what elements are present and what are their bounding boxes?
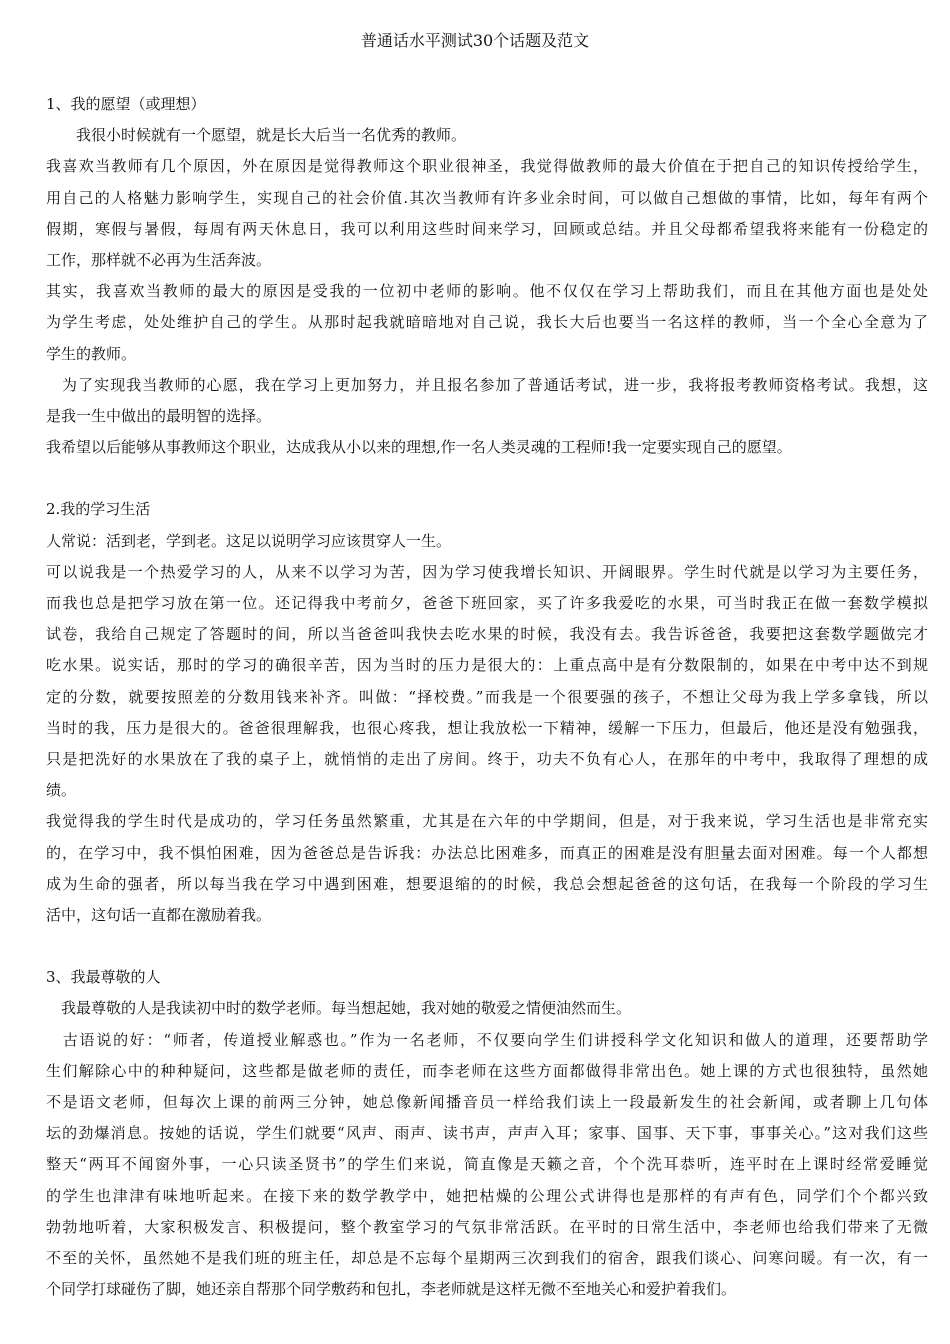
paragraph-line: 定的分数，就要按照差的分数用钱来补齐。叫做：“择校费。”而我是一个很要强的孩子，不想让父母为我上学多拿钱，所以 — [46, 687, 928, 706]
paragraph-line: 坛的劲爆消息。按她的话说，学生们就要“风声、雨声、读书声，声声入耳；家事、国事、天下事，事事关心。”这对我们这些 — [46, 1124, 928, 1143]
paragraph-line: 为学生考虑，处处维护自己的学生。从那时起我就暗暗地对自己说，我长大后也要当一名这样的教师，当一个全心全意为了 — [46, 313, 928, 332]
paragraph-line: 勃勃地听着，大家积极发言、积极提问，整个教室学习的气氛非常活跃。在平时的日常生活中，李老师也给我们带来了无微 — [46, 1217, 928, 1236]
paragraph-line: 的学生也津津有味地听起来。在接下来的数学教学中，她把枯燥的公理公式讲得也是那样的有声有色，同学们个个都兴致 — [46, 1186, 928, 1205]
paragraph-line: 活中，这句话一直都在激励着我。 — [46, 905, 272, 924]
paragraph-line: 其实，我喜欢当教师的最大的原因是受我的一位初中老师的影响。他不仅仅在学习上帮助我们，而且在其他方面也是处处 — [46, 282, 928, 301]
paragraph-line: 我最尊敬的人是我读初中时的数学老师。每当想起她，我对她的敬爱之情便油然而生。 — [46, 999, 632, 1018]
paragraph-line: 工作，那样就不必再为生活奔波。 — [46, 250, 272, 269]
paragraph-line: 整天“两耳不闻窗外事，一心只读圣贤书”的学生们来说，简直像是天籁之音，个个洗耳恭听，连平时在上课时经常爱睡觉 — [46, 1155, 928, 1174]
paragraph-line: 假期，寒假与暑假，每周有两天休息日，我可以利用这些时间来学习，回顾或总结。并且父母都希望我将来能有一份稳定的 — [46, 219, 928, 238]
section-heading: 1、我的愿望（或理想） — [46, 95, 206, 113]
section-spacer — [46, 463, 928, 494]
paragraph-line: 而我也总是把学习放在第一位。还记得我中考前夕，爸爸下班回家，买了许多我爱吃的水果，可当时我正在做一套数学模拟 — [46, 594, 928, 612]
paragraph-line: 我希望以后能够从事教师这个职业，达成我从小以来的理想,作一名人类灵魂的工程师!我一定要实现自己的愿望。 — [46, 438, 792, 457]
paragraph-line: 为了实现我当教师的心愿，我在学习上更加努力，并且报名参加了普通话考试，进一步，我将报考教师资格考试。我想，这 — [46, 375, 928, 394]
paragraph-line: 只是把洗好的水果放在了我的桌子上，就悄悄的走出了房间。终于，功夫不负有心人，在那年的中考中，我取得了理想的成 — [46, 749, 928, 768]
document-title: 普通话水平测试30个话题及范文 — [360, 31, 590, 50]
section-heading: 3、我最尊敬的人 — [46, 968, 161, 987]
paragraph-line: 不至的关怀，虽然她不是我们班的班主任，却总是不忘每个星期两三次到我们的宿舍，跟我们谈心、问寒问暖。有一次，有一 — [46, 1248, 928, 1267]
section-heading: 2.我的学习生活 — [46, 500, 151, 519]
paragraph-line: 我觉得我的学生时代是成功的，学习任务虽然繁重，尤其是在六年的中学期间，但是，对于我来说，学习生活也是非常充实 — [46, 812, 928, 831]
paragraph-line: 吃水果。说实话，那时的学习的确很辛苦，因为当时的压力是很大的：上重点高中是有分数限制的，如果在中考中达不到规 — [46, 656, 928, 675]
paragraph-line: 试卷，我给自己规定了答题时的间，所以当爸爸叫我快去吃水果的时候，我没有去。我告诉爸爸，我要把这套数学题做完才 — [46, 625, 928, 644]
paragraph-line: 不是语文老师，但每次上课的前两三分钟，她总像新闻播音员一样给我们读上一段最新发生的社会新闻，或者聊上几句体 — [46, 1093, 928, 1111]
paragraph-line: 个同学打球碰伤了脚，她还亲自帮那个同学敷药和包扎，李老师就是这样无微不至地关心和爱护着我们。 — [46, 1280, 737, 1299]
document-body — [46, 89, 928, 1305]
paragraph-line: 生们解除心中的种种疑问，这些都是做老师的责任，而李老师在这些方面都做得非常出色。她上课的方式也很独特，虽然她 — [46, 1061, 928, 1080]
section-spacer — [46, 931, 928, 962]
paragraph-line: 古语说的好：“师者，传道授业解惑也。”作为一名老师，不仅要向学生们讲授科学文化知识和做人的道理，还要帮助学 — [46, 1030, 928, 1049]
paragraph-line: 成为生命的强者，所以每当我在学习中遇到困难，想要退缩的的时候，我总会想起爸爸的这句话，在我每一个阶段的学习生 — [46, 874, 928, 893]
paragraph-line: 我喜欢当教师有几个原因，外在原因是觉得教师这个职业很神圣，我觉得做教师的最大价值在于把自己的知识传授给学生， — [46, 157, 928, 176]
paragraph-line: 用自己的人格魅力影响学生，实现自己的社会价值.其次当教师有许多业余时间，可以做自己想做的事情，比如，每年有两个 — [46, 188, 928, 207]
paragraph-line: 绩。 — [46, 781, 77, 800]
paragraph-line: 学生的教师。 — [46, 344, 137, 363]
paragraph-line: 可以说我是一个热爱学习的人，从来不以学习为苦，因为学习使我增长知识、开阔眼界。学生时代就是以学习为主要任务， — [46, 562, 928, 581]
paragraph-line: 是我一生中做出的最明智的选择。 — [46, 406, 272, 425]
paragraph-line: 当时的我，压力是很大的。爸爸很理解我，也很心疼我，想让我放松一下精神，缓解一下压力，但最后，他还是没有勉强我， — [46, 718, 928, 737]
paragraph-line: 我很小时候就有一个愿望，就是长大后当一名优秀的教师。 — [46, 126, 467, 145]
paragraph-line: 人常说：活到老，学到老。这足以说明学习应该贯穿人一生。 — [46, 531, 452, 550]
paragraph-line: 的，在学习中，我不惧怕困难，因为爸爸总是告诉我：办法总比困难多，而真正的困难是没有胆量去面对困难。每一个人都想 — [46, 843, 928, 862]
